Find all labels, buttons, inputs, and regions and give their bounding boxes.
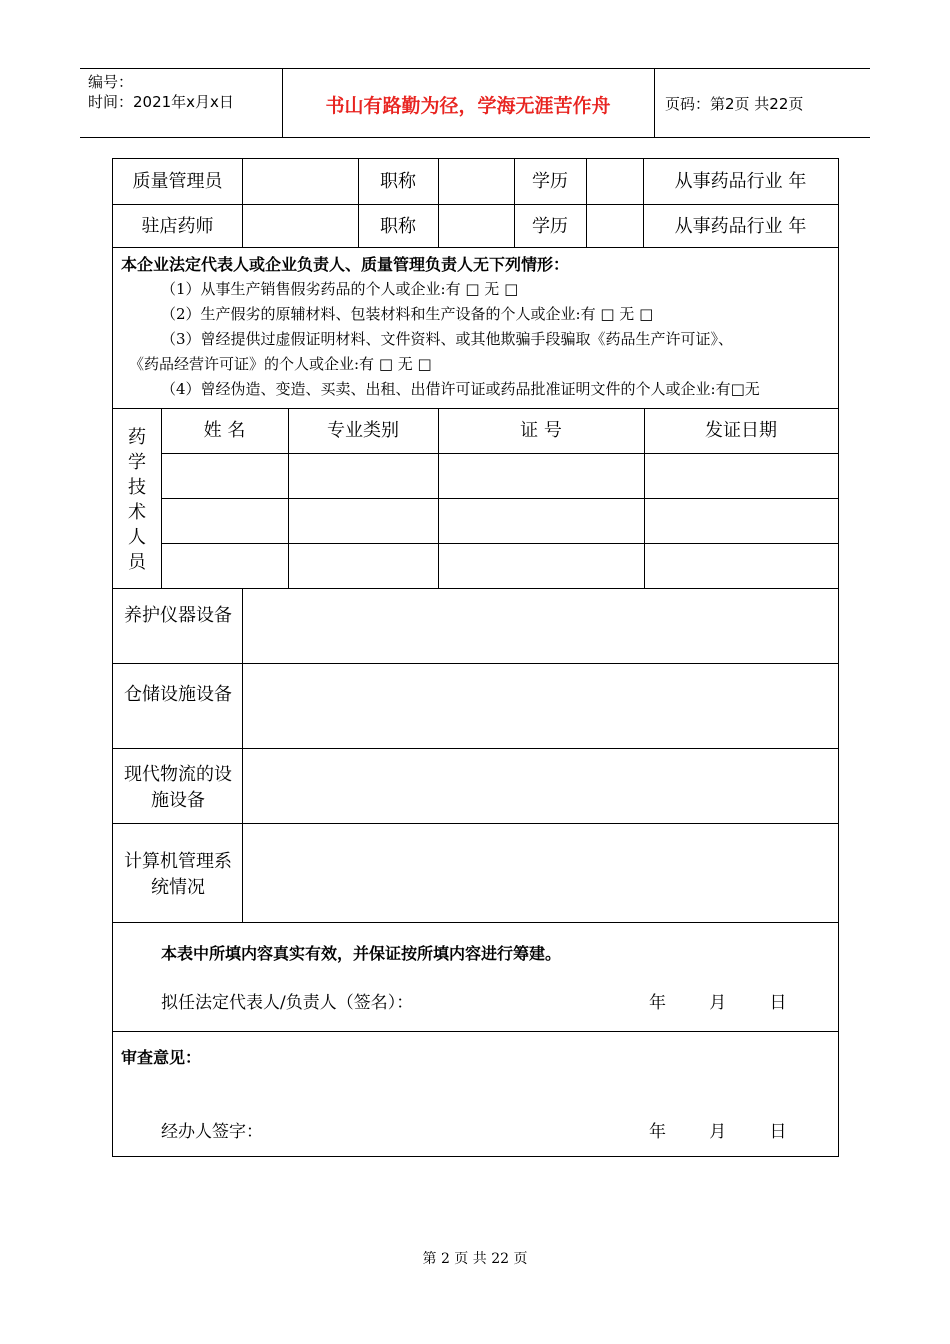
title-input-cell[interactable] xyxy=(443,215,509,239)
application-form-table xyxy=(112,158,839,1157)
commitment-statement: 本表中所填内容真实有效，并保证按所填内容进行筹建。 xyxy=(161,944,562,963)
time-label: 时间：2021年x月x日 xyxy=(88,93,234,111)
industry-years-label: 从事药品行业 年 xyxy=(674,171,807,192)
name-input-cell[interactable] xyxy=(248,215,353,239)
facility-label-logistics: 现代物流的设施设备 xyxy=(124,764,232,811)
page-code: 页码：第2页 共22页 xyxy=(665,95,804,113)
facility-label-computer: 计算机管理系统情况 xyxy=(124,851,232,898)
column-header-issue-date: 发证日期 xyxy=(705,420,777,441)
column-header-specialty: 专业类别 xyxy=(327,420,399,441)
industry-years-label: 从事药品行业 年 xyxy=(674,216,807,237)
header-meta-cell xyxy=(80,69,283,137)
role-label: 驻店药师 xyxy=(141,216,214,237)
facility-input-logistics[interactable] xyxy=(248,753,833,818)
column-header-cert-no: 证 号 xyxy=(520,420,562,441)
education-input-cell[interactable] xyxy=(591,215,639,239)
number-label: 编号： xyxy=(88,73,134,91)
facility-input-storage[interactable] xyxy=(248,668,833,743)
review-heading: 审查意见： xyxy=(121,1048,202,1067)
motto-text: 书山有路勤为径，学海无涯苦作舟 xyxy=(325,95,611,117)
review-date: 年 月 日 xyxy=(649,1122,787,1142)
education-label: 学历 xyxy=(532,171,568,192)
title-input-cell[interactable] xyxy=(443,170,509,194)
commitment-date: 年 月 日 xyxy=(649,993,787,1013)
declaration-item: （2）生产假劣的原辅材料、包装材料和生产设备的个人或企业:有 □ 无 □ xyxy=(161,305,654,323)
pharm-staff-side-label: 药学技术人员 xyxy=(128,427,146,573)
document-header xyxy=(80,68,870,138)
declaration-item: （3）曾经提供过虚假证明材料、文件资料、或其他欺骗手段骗取《药品生产许可证》、 xyxy=(161,330,734,348)
role-label: 质量管理员 xyxy=(132,171,223,192)
review-sign-label: 经办人签字： xyxy=(161,1122,263,1142)
title-label: 职称 xyxy=(380,171,416,192)
name-input-cell[interactable] xyxy=(248,170,353,194)
education-label: 学历 xyxy=(532,216,568,237)
education-input-cell[interactable] xyxy=(591,170,639,194)
header-motto-cell xyxy=(282,69,655,137)
facility-input-computer[interactable] xyxy=(248,828,833,918)
facility-label-storage: 仓储设施设备 xyxy=(124,684,232,705)
declaration-heading: 本企业法定代表人或企业负责人、质量管理负责人无下列情形： xyxy=(121,255,570,274)
declaration-item: （1）从事生产销售假劣药品的个人或企业:有 □ 无 □ xyxy=(161,280,519,298)
declaration-item: （4）曾经伪造、变造、买卖、出租、出借许可证或药品批准证明文件的个人或企业:有□无 xyxy=(161,380,760,398)
header-page-cell xyxy=(655,69,870,137)
page-footer: 第 2 页 共 22 页 xyxy=(422,1251,528,1267)
commitment-sign-label: 拟任法定代表人/负责人（签名）： xyxy=(161,993,414,1013)
title-label: 职称 xyxy=(380,216,416,237)
declaration-item: 《药品经营许可证》的个人或企业:有 □ 无 □ xyxy=(129,355,432,373)
facility-label-maintenance: 养护仪器设备 xyxy=(124,605,232,626)
column-header-name: 姓 名 xyxy=(203,420,246,441)
facility-input-maintenance[interactable] xyxy=(248,593,833,658)
